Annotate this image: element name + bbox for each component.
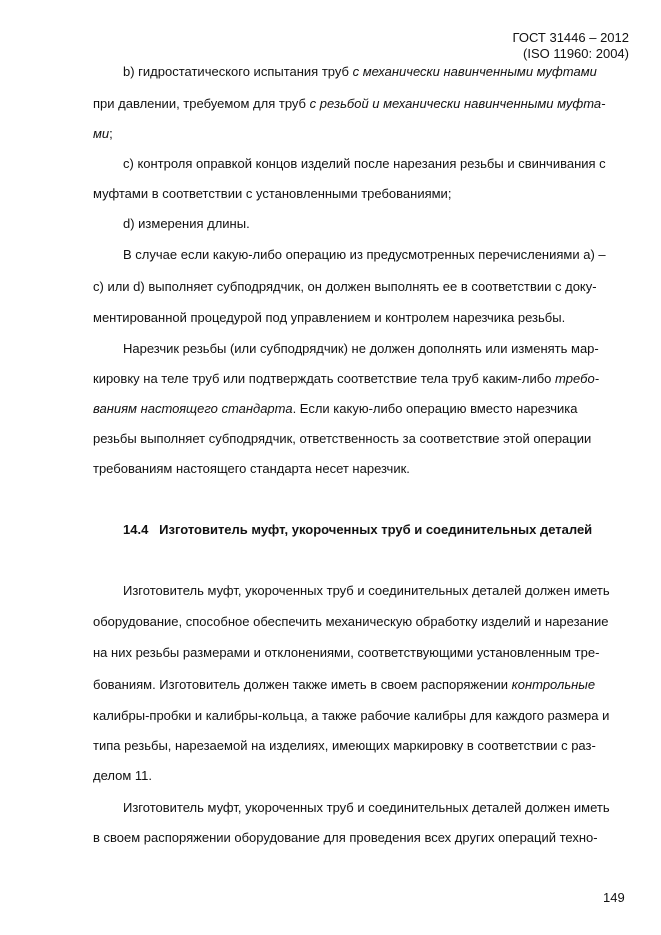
italic-text: контрольные bbox=[511, 677, 596, 692]
iso-code: (ISO 11960: 2004) bbox=[523, 46, 629, 61]
text-span: кировку на теле труб или подтверждать соответствие тела труб каким-либо bbox=[93, 371, 556, 386]
text-line: ментированной процедурой под управлением и контролем нарезчика резьбы. bbox=[93, 310, 566, 325]
text-line: калибры-пробки и калибры-кольца, а также рабочие калибры для каждого размера и bbox=[93, 708, 610, 723]
text-span: . Если какую-либо операцию вместо нарезчика bbox=[292, 401, 578, 416]
text-line: требованиям настоящего стандарта несет нарезчик. bbox=[93, 461, 410, 476]
text-span: при давлении, требуемом для труб bbox=[93, 96, 310, 111]
text-line: делом 11. bbox=[93, 768, 153, 783]
text-line: Нарезчик резьбы (или субподрядчик) не должен дополнять или изменять мар- bbox=[123, 341, 599, 356]
italic-text: ми bbox=[93, 126, 110, 141]
text-line: Изготовитель муфт, укороченных труб и соединительных деталей должен иметь bbox=[123, 583, 610, 598]
italic-text: ваниям настоящего стандарта bbox=[93, 401, 293, 416]
text-line: В случае если какую-либо операцию из предусмотренных перечислениями а) – bbox=[123, 247, 606, 262]
text-line: оборудование, способное обеспечить механическую обработку изделий и нарезание bbox=[93, 614, 609, 629]
text-span: b) гидростатического испытания труб bbox=[123, 64, 353, 79]
section-title: Изготовитель муфт, укороченных труб и соединительных деталей bbox=[159, 522, 593, 537]
document-header bbox=[513, 30, 629, 62]
text-line bbox=[123, 64, 661, 80]
text-line bbox=[93, 677, 633, 693]
text-line: d) измерения длины. bbox=[123, 216, 250, 231]
italic-text: с механически навинченными муфтами bbox=[352, 64, 597, 79]
text-line bbox=[93, 126, 633, 142]
text-line bbox=[93, 371, 633, 387]
text-line bbox=[93, 96, 633, 112]
text-line: в своем распоряжении оборудование для проведения всех других операций техно- bbox=[93, 830, 598, 845]
page-number: 149 bbox=[603, 890, 625, 905]
text-line: с) или d) выполняет субподрядчик, он должен выполнять ее в соответствии с доку- bbox=[93, 279, 597, 294]
section-heading bbox=[123, 522, 592, 537]
text-line: резьбы выполняет субподрядчик, ответственность за соответствие этой операции bbox=[93, 431, 592, 446]
text-line: Изготовитель муфт, укороченных труб и соединительных деталей должен иметь bbox=[123, 800, 610, 815]
text-span: бованиям. Изготовитель должен также иметь в своем распоряжении bbox=[93, 677, 512, 692]
text-line: муфтами в соответствии с установленными требованиями; bbox=[93, 186, 452, 201]
text-span: ; bbox=[109, 126, 113, 141]
text-line: типа резьбы, нарезаемой на изделиях, имеющих маркировку в соответствии с раз- bbox=[93, 738, 596, 753]
section-number: 14.4 bbox=[123, 522, 149, 537]
italic-text: с резьбой и механически навинченными муфта- bbox=[309, 96, 606, 111]
text-line: c) контроля оправкой концов изделий после нарезания резьбы и свинчивания с bbox=[123, 156, 606, 171]
text-line: на них резьбы размерами и отклонениями, соответствующими установленным тре- bbox=[93, 645, 600, 660]
standard-code: ГОСТ 31446 – 2012 bbox=[512, 30, 629, 45]
italic-text: требо- bbox=[555, 371, 600, 386]
text-line bbox=[93, 401, 633, 417]
